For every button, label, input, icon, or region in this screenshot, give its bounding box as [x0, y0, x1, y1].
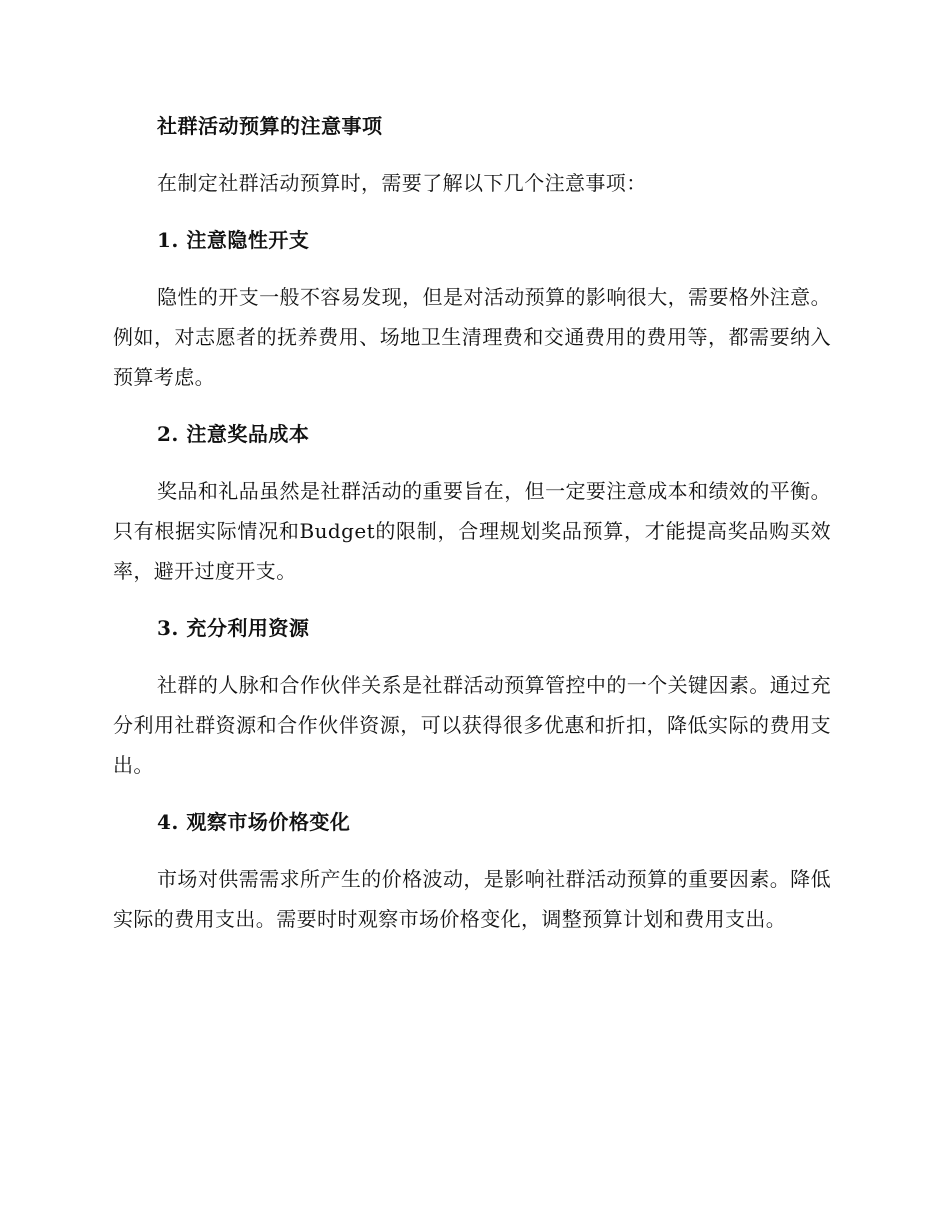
item-heading-use-resources: 3. 充分利用资源 — [157, 616, 310, 640]
paragraph-prize-costs: 奖品和礼品虽然是社群活动的重要旨在，但一定要注意成本和绩效的平衡。只有根据实际情况和Budget的限制，合理规划奖品预算，才能提高奖品购买效率，避开过度开支。 — [113, 479, 831, 583]
intro-paragraph: 在制定社群活动预算时，需要了解以下几个注意事项： — [157, 171, 647, 195]
paragraph-use-resources: 社群的人脉和合作伙伴关系是社群活动预算管控中的一个关键因素。通过充分利用社群资源和合作伙伴资源，可以获得很多优惠和折扣，降低实际的费用支出。 — [113, 673, 831, 777]
item-heading-prize-costs: 2. 注意奖品成本 — [157, 422, 310, 446]
document-content — [113, 106, 831, 939]
paragraph-market-prices: 市场对供需需求所产生的价格波动，是影响社群活动预算的重要因素。降低实际的费用支出。需要时时观察市场价格变化，调整预算计划和费用支出。 — [113, 867, 831, 931]
paragraph-hidden-costs: 隐性的开支一般不容易发现，但是对活动预算的影响很大，需要格外注意。例如，对志愿者的抚养费用、场地卫生清理费和交通费用的费用等，都需要纳入预算考虑。 — [113, 285, 831, 389]
item-heading-hidden-costs: 1. 注意隐性开支 — [157, 228, 310, 252]
item-heading-market-prices: 4. 观察市场价格变化 — [157, 810, 351, 834]
section-title: 社群活动预算的注意事项 — [157, 114, 383, 138]
